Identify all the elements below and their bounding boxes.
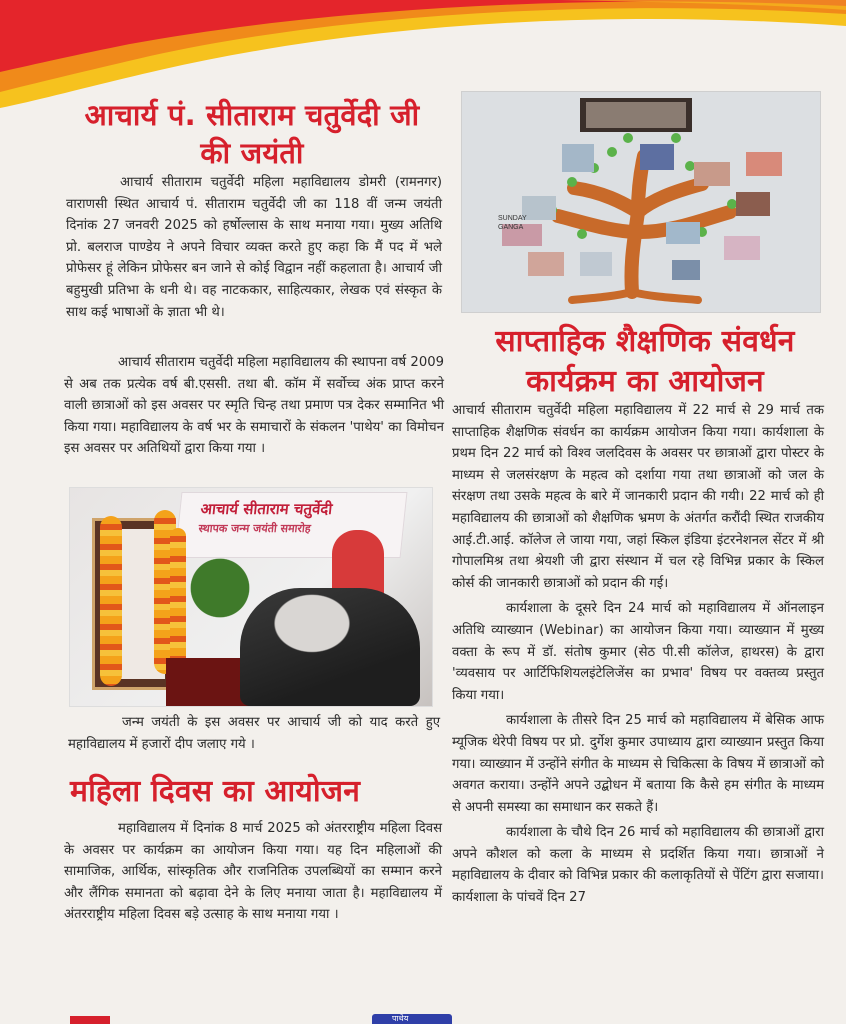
article-womens-day-body	[64, 818, 442, 926]
event-banner-line-1: आचार्य सीताराम चतुर्वेदी	[199, 500, 334, 518]
artwork-label-1: SUNDAY	[498, 215, 527, 222]
article-womens-day	[64, 772, 444, 812]
tree-artwork-photo	[462, 92, 820, 312]
person-bowing	[240, 588, 420, 706]
garland-extra	[170, 528, 186, 668]
article-workshop-title-line-1: साप्ताहिक शैक्षणिक संवर्धन	[495, 324, 795, 359]
article-workshop-title-line-2: कार्यक्रम का आयोजन	[526, 364, 764, 399]
article-workshop-para-2: कार्यशाला के दूसरे दिन 24 मार्च को महाविद्यालय में ऑनलाइन अतिथि व्याख्यान (Webinar) का आयोजन किया गया। व्याख्यान में मुख्य वक्ता के रूप में डॉ. संतोष कुमार (सेठ पी.सी कॉलेज, हाथरस) के द्वारा 'व्यवसाय पर आर्टिफिशियलइंटेलिजेंस का प्रभाव' विषय पर वक्तव्य प्रस्तुत किया गया।	[452, 601, 824, 703]
footer-tab	[372, 1014, 452, 1024]
event-banner-line-2: स्थापक जन्म जयंती समारोह	[197, 522, 312, 535]
article-jayanti-para-2: आचार्य सीताराम चतुर्वेदी महिला महाविद्यालय की स्थापना वर्ष 2009 से अब तक प्रत्येक वर्ष बी.एससी. तथा बी. कॉम में सर्वोच्च अंक प्राप्त करने वाली छात्राओं को इस अवसर पर स्मृति चिन्ह तथा प्रमाण पत्र देकर सम्मानित भी किया गया। महाविद्यालय के वर्ष भर के समाचारों के संकलन 'पाथेय' का विमोचन इस अवसर पर अतिथियों द्वारा किया गया ।	[64, 355, 444, 457]
footer-red-mark	[70, 1016, 110, 1024]
article-womens-day-para: महाविद्यालय में दिनांक 8 मार्च 2025 को अंतरराष्ट्रीय महिला दिवस के अवसर पर कार्यक्रम का आयोजन किया गया। यह दिन महिलाओं की सामाजिक, आर्थिक, सांस्कृतिक और राजनितिक उपलब्धियों का सम्मान करने और लैंगिक समानता को बढ़ावा देने के लिए मनाया जाता है। महाविद्यालय में अंतरराष्ट्रीय महिला दिवस बड़े उत्साह के साथ मनाया गया ।	[64, 821, 442, 923]
article-womens-day-title: महिला दिवस का आयोजन	[70, 774, 361, 809]
article-jayanti-title: आचार्य पं. सीताराम चतुर्वेदी जी की जयंती	[84, 98, 420, 170]
garland-left	[100, 516, 122, 686]
article-workshop-para-4: कार्यशाला के चौथे दिन 26 मार्च को महाविद्यालय की छात्राओं द्वारा अपने कौशल को कला के माध्यम से प्रदर्शित किया गया। छात्राओं ने महाविद्यालय के दीवार को विभिन्न प्रकार की कलाकृतियों से पेंटिंग द्वारा सजाया। कार्यशाला के पांचवें दिन 27	[452, 825, 824, 906]
jayanti-photo	[70, 488, 432, 706]
article-jayanti	[62, 96, 442, 172]
tree-artwork-image	[462, 92, 820, 312]
article-jayanti-para-1: आचार्य सीताराम चतुर्वेदी महिला महाविद्यालय डोमरी (रामनगर) वाराणसी स्थित आचार्य पं. सीताराम चतुर्वेदी जी का 118 वीं जन्म जयंती दिनांक 27 जनवरी 2025 को हर्षोल्लास के साथ मनाया गया। मुख्य अतिथि प्रो. बलराज पाण्डेय ने अपने विचार व्यक्त करते हुए कहा कि मैं पद में भले प्रोफेसर हूं लेकिन प्रोफेसर बन जाने से कोई विद्वान नहीं कहलाता है। आचार्य जी बहुमुखी प्रतिभा के धनी थे। वह नाटककार, साहित्यकार, लेखक एवं संस्कृत के साथ कई भाषाओं के ज्ञाता भी थे।	[66, 175, 442, 320]
artwork-label-2: GANGA	[498, 224, 524, 231]
footer-strip	[0, 1014, 846, 1024]
jayanti-photo-caption: जन्म जयंती के इस अवसर पर आचार्य जी को याद करते हुए महाविद्यालय में हजारों दीप जलाए गये ।	[68, 715, 440, 752]
article-workshop-para-3: कार्यशाला के तीसरे दिन 25 मार्च को महाविद्यालय में बेसिक आफ म्यूजिक थेरेपी विषय पर प्रो. दुर्गेश कुमार उपाध्याय द्वारा व्याख्यान प्रस्तुत किया गया। व्याख्यान में उन्होंने संगीत के माध्यम से चिकित्सा के विषय में छात्राओं को अवगत कराया। उन्होंने अपने उद्बोधन में बताया कि कैसे हम संगीत के माध्यम से अपनी समस्या का समाधान कर सकते हैं।	[452, 713, 824, 815]
article-workshop-body	[452, 400, 824, 909]
article-workshop	[450, 322, 840, 402]
article-jayanti-body	[66, 172, 442, 323]
footer-tab-label: पाथेय	[392, 1014, 409, 1023]
article-jayanti-body-2	[64, 352, 444, 460]
article-workshop-para-1: आचार्य सीताराम चतुर्वेदी महिला महाविद्यालय में 22 मार्च से 29 मार्च तक साप्ताहिक शैक्षणिक संवर्धन का कार्यक्रम आयोजन किया गया। कार्यशाला के प्रथम दिन 22 मार्च को विश्व जलदिवस के अवसर पर छात्राओं द्वारा पोस्टर के माध्यम से जलसंरक्षण के महत्व को दर्शाया गया तथा छात्राओं को जल के संरक्षण तथा उसके महत्व के बारे में जानकारी प्रदान की गयी। 22 मार्च को ही महाविद्यालय की छात्राओं को शैक्षणिक भ्रमण के अंतर्गत करौंदी स्थित राजकीय आई.टी.आई. कॉलेज ले जाया गया, जहां स्किल इंडिया इंटरनेशनल सेंटर में श्री गोपालमिश्र तथा श्रेयशी जी द्वारा संस्थान में चल रहे विभिन्न प्रकार के स्किल कोर्स की जानकारी छात्राओं को प्रदान की गई।	[452, 403, 824, 591]
